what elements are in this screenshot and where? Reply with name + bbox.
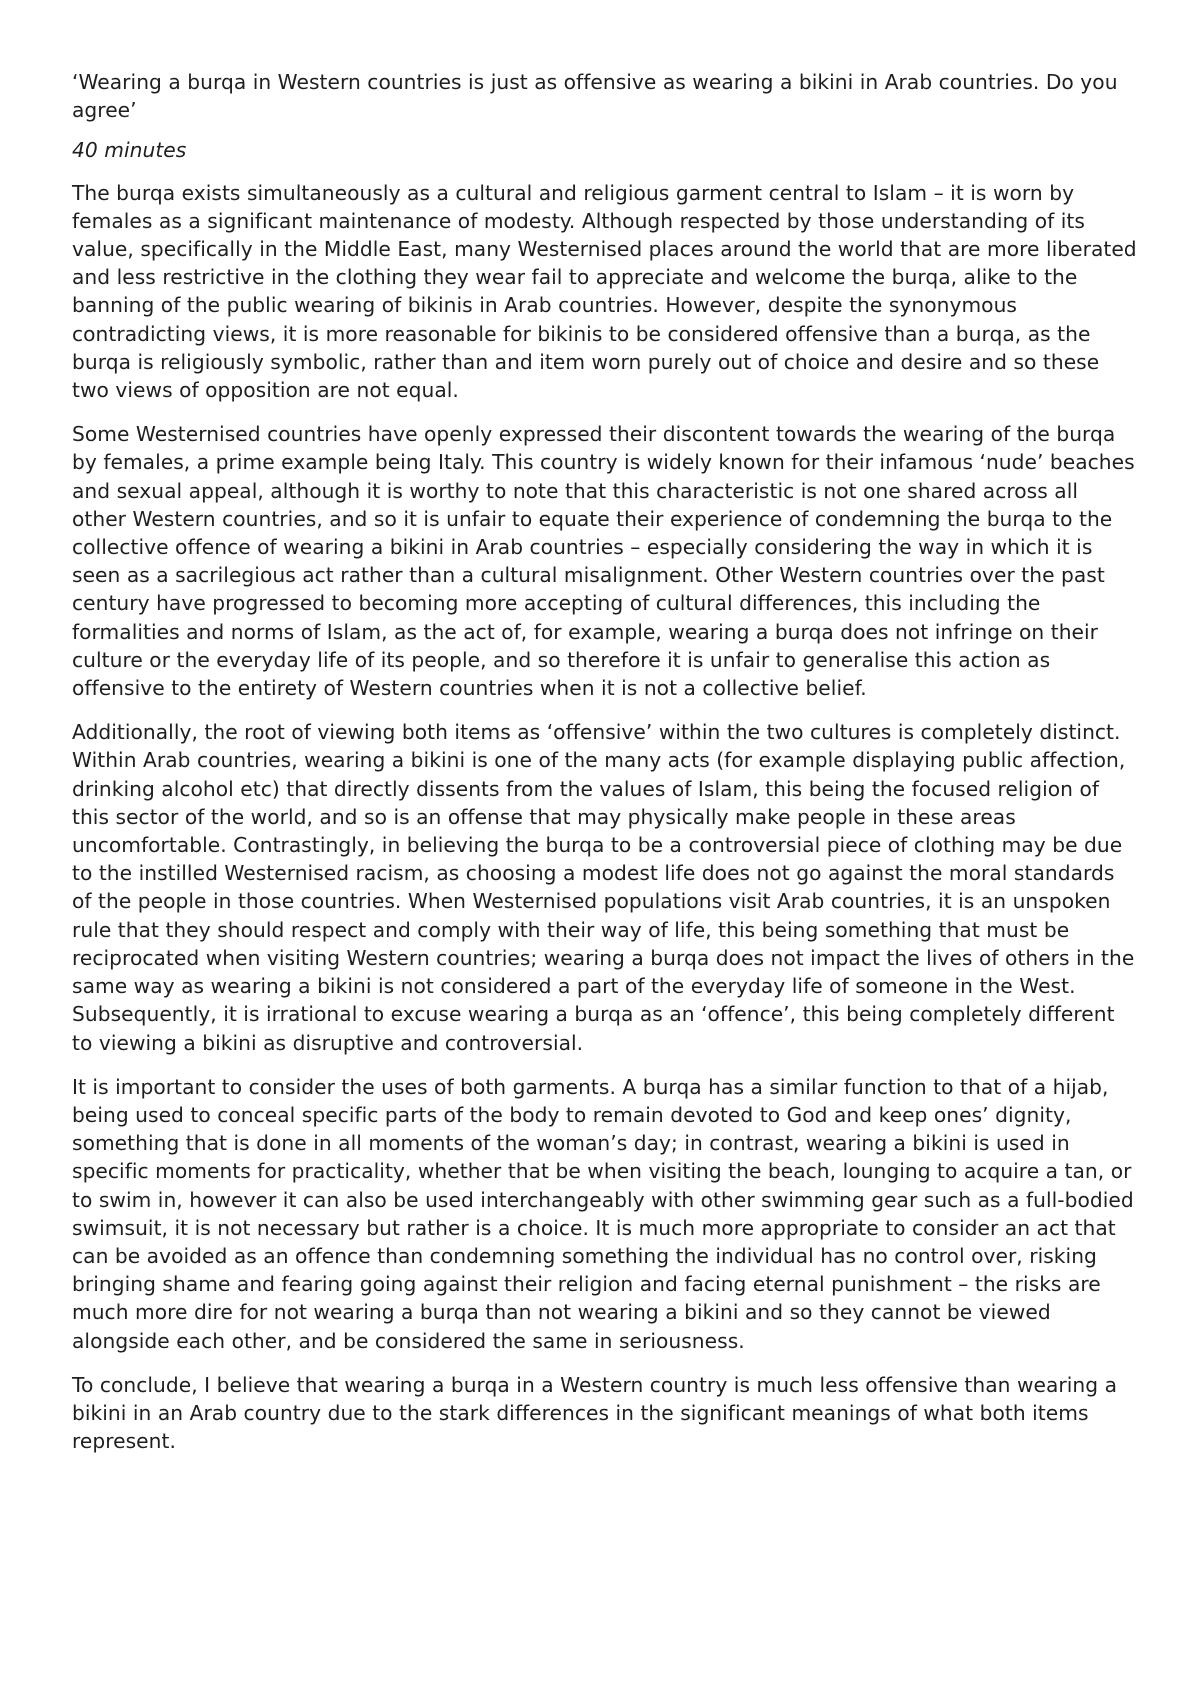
essay-page — [72, 68, 1138, 1471]
time-limit: 40 minutes — [72, 138, 187, 163]
conclusion-paragraph: To conclude, I believe that wearing a burqa in a Western country is much less offensive than wearing a bikini in an Arab country due to the stark differences in the significant meanings of what both items represent. — [72, 1372, 1118, 1454]
body-paragraph-3: It is important to consider the uses of both garments. A burqa has a similar function to that of a hijab, being used to conceal specific parts of the body to remain devoted to God and keep ones’ dignity, something that is done in all moments of the woman’s day; in contrast, wearing a bikini is used in specific moments for practicality, whether that be when visiting the beach, lounging to acquire a tan, or to swim in, however it can also be used interchangeably with other swimming gear such as a full-bodied swimsuit, it is not necessary but rather is a choice. It is much more appropriate to consider an act that can be avoided as an offence than condemning something the individual has no control over, risking bringing shame and fearing going against their religion and facing eternal punishment – the risks are much more dire for not wearing a burqa than not wearing a bikini and so they cannot be viewed alongside each other, and be considered the same in seriousness. — [72, 1074, 1134, 1353]
body-paragraph-1: Some Westernised countries have openly expressed their discontent towards the wearing of the burqa by females, a prime example being Italy. This country is widely known for their infamous ‘nude’ beaches and sexual appeal, although it is worthy to note that this characteristic is not one shared across all other Western countries, and so it is unfair to equate their experience of condemning the burqa to the collective offence of wearing a bikini in Arab countries – especially considering the way in which it is seen as a sacrilegious act rather than a cultural misalignment. Other Western countries over the past century have progressed to becoming more accepting of cultural differences, this including the formalities and norms of Islam, as the act of, for example, wearing a burqa does not infringe on their culture or the everyday life of its people, and so therefore it is unfair to generalise this action as offensive to the entirety of Western countries when it is not a collective belief. — [72, 422, 1135, 701]
intro-paragraph: The burqa exists simultaneously as a cultural and religious garment central to Islam – it is worn by females as a significant maintenance of modesty. Although respected by those understanding of its value, specifically in the Middle East, many Westernised places around the world that are more liberated and less restrictive in the clothing they wear fail to appreciate and welcome the burqa, alike to the banning of the public wearing of bikinis in Arab countries. However, despite the synonymous contradicting views, it is more reasonable for bikinis to be considered offensive than a burqa, as the burqa is religiously symbolic, rather than and item worn purely out of choice and desire and so these two views of opposition are not equal. — [72, 180, 1137, 403]
essay-question: ‘Wearing a burqa in Western countries is just as offensive as wearing a bikini in Arab countries. Do you agree’ — [72, 70, 1118, 123]
body-paragraph-2: Additionally, the root of viewing both items as ‘offensive’ within the two cultures is completely distinct. Within Arab countries, wearing a bikini is one of the many acts (for example displaying public affection, drinking alcohol etc) that directly dissents from the values of Islam, this being the focused religion of this sector of the world, and so is an offense that may physically make people in these areas uncomfortable. Contrastingly, in believing the burqa to be a controversial piece of clothing may be due to the instilled Westernised racism, as choosing a modest life does not go against the moral standards of the people in those countries. When Westernised populations visit Arab countries, it is an unspoken rule that they should respect and comply with their way of life, this being something that must be reciprocated when visiting Western countries; wearing a burqa does not impact the lives of others in the same way as wearing a bikini is not considered a part of the everyday life of someone in the West. Subsequently, it is irrational to excuse wearing a burqa as an ‘offence’, this being completely different to viewing a bikini as disruptive and controversial. — [72, 720, 1135, 1055]
